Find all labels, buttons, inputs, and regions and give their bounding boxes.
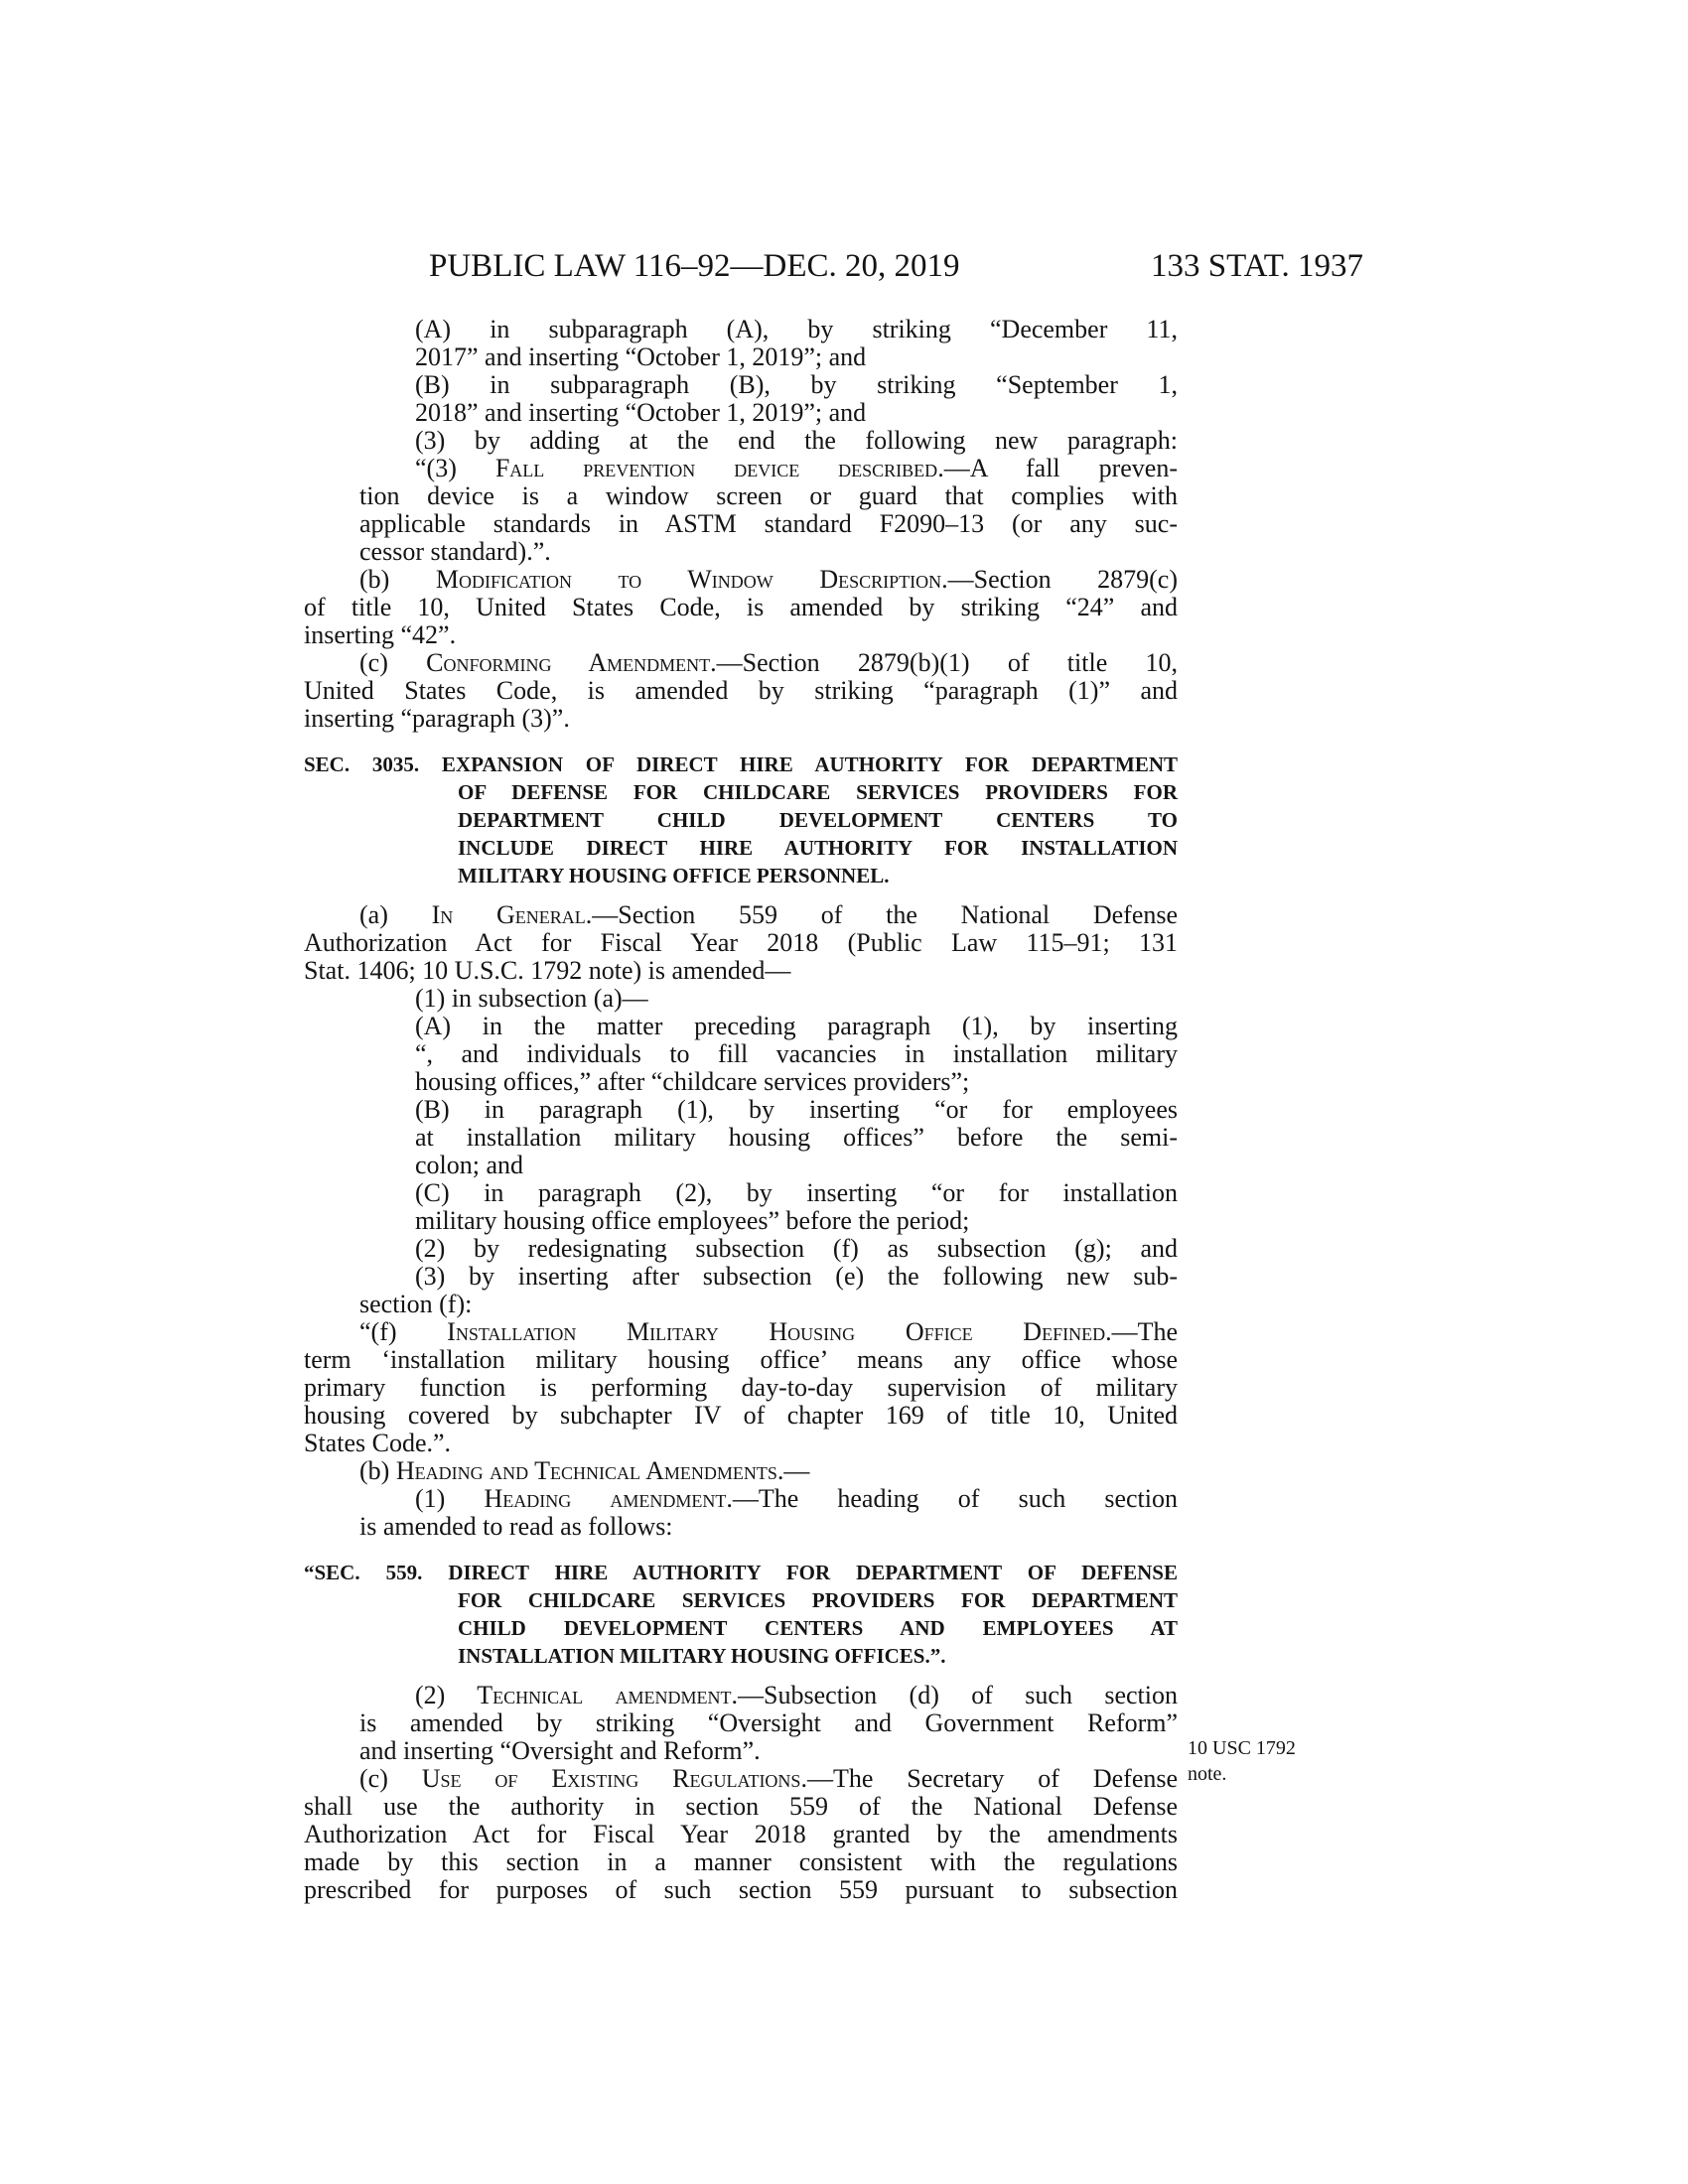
section-heading-3035: SEC. 3035. EXPANSION OF DIRECT HIRE AUTHORITY FOR DEPARTMENT OF DEFENSE FOR CHILDCARE SERVICES PROVIDERS FOR DEPARTMENT CHILD DEVELOPMENT CENTERS TO INCLUDE DIRECT HIRE AUTHORITY FOR INSTALLATION MILITARY HOUSING OFFICE PERSONNEL. xyxy=(304,752,1178,887)
text-line: (A) in subparagraph (A), by striking “December 11, xyxy=(415,315,1178,343)
text-line: Stat. 1406; 10 U.S.C. 1792 note) is amended— xyxy=(304,956,791,985)
text-line: “, and individuals to fill vacancies in installation military xyxy=(415,1039,1178,1068)
text-line: States Code.”. xyxy=(304,1429,452,1457)
text-line: (b) Heading and Technical Amendments.— xyxy=(359,1456,810,1485)
text-line: of title 10, United States Code, is amended by striking “24” and xyxy=(304,593,1178,621)
text-line: Authorization Act for Fiscal Year 2018 granted by the amendments xyxy=(304,1820,1178,1848)
text-line: prescribed for purposes of such section 559 pursuant to subsection xyxy=(304,1875,1178,1904)
text-line: is amended to read as follows: xyxy=(359,1512,673,1541)
text-line: (b) Modification to Window Description.—Section 2879(c) xyxy=(359,565,1179,594)
text-line: inserting “42”. xyxy=(304,620,457,649)
text-line: “(3) Fall prevention device described.—A fall preven- xyxy=(415,454,1179,482)
text-line: and inserting “Oversight and Reform”. xyxy=(359,1736,761,1765)
text-line: cessor standard).”. xyxy=(359,537,551,566)
text-line: “(f) Installation Military Housing Office Defined.—The xyxy=(359,1317,1178,1346)
text-line: made by this section in a manner consistent with the regulations xyxy=(304,1847,1178,1876)
text-line: (A) in the matter preceding paragraph (1), by inserting xyxy=(415,1012,1178,1040)
text-line: (1) Heading amendment.—The heading of such section xyxy=(415,1484,1179,1513)
text-line: colon; and xyxy=(415,1151,524,1179)
text-line: shall use the authority in section 559 of the National Defense xyxy=(304,1792,1178,1821)
section-heading-559: “SEC. 559. DIRECT HIRE AUTHORITY FOR DEPARTMENT OF DEFENSE FOR CHILDCARE SERVICES PROVIDERS FOR DEPARTMENT CHILD DEVELOPMENT CENTERS AND EMPLOYEES AT INSTALLATION MILITARY HOUSING OFFICES.”. xyxy=(304,1561,1178,1668)
text-line: primary function is performing day-to-day supervision of military xyxy=(304,1373,1178,1402)
text-line: (3) by inserting after subsection (e) the following new sub- xyxy=(415,1262,1178,1291)
text-line: military housing office employees” before the period; xyxy=(415,1206,970,1235)
text-line: (a) In General.—Section 559 of the National Defense xyxy=(359,900,1179,929)
text-line: (B) in paragraph (1), by inserting “or for employees xyxy=(415,1095,1178,1124)
text-line: housing covered by subchapter IV of chapter 169 of title 10, United xyxy=(304,1401,1178,1430)
text-line: United States Code, is amended by striking “paragraph (1)” and xyxy=(304,676,1178,705)
text-line: tion device is a window screen or guard that complies with xyxy=(359,481,1178,510)
text-line: (2) by redesignating subsection (f) as subsection (g); and xyxy=(415,1234,1178,1263)
text-line: inserting “paragraph (3)”. xyxy=(304,704,570,733)
document-body xyxy=(304,316,1178,1904)
text-line: term ‘installation military housing office’ means any office whose xyxy=(304,1345,1178,1374)
text-line: (1) in subsection (a)— xyxy=(415,984,648,1013)
text-line: (c) Conforming Amendment.—Section 2879(b)(1) of title 10, xyxy=(359,648,1179,677)
text-line: at installation military housing offices” before the semi- xyxy=(415,1123,1178,1152)
text-line: Authorization Act for Fiscal Year 2018 (Public Law 115–91; 131 xyxy=(304,928,1178,957)
text-line: (C) in paragraph (2), by inserting “or for installation xyxy=(415,1178,1178,1207)
running-header-title: PUBLIC LAW 116–92—DEC. 20, 2019 xyxy=(429,248,960,284)
text-line: (B) in subparagraph (B), by striking “September 1, xyxy=(415,370,1178,399)
text-line: section (f): xyxy=(359,1290,473,1318)
text-line: (3) by adding at the end the following new paragraph: xyxy=(415,426,1178,455)
running-header-page-number: 133 STAT. 1937 xyxy=(1151,248,1364,284)
text-line: (2) Technical amendment.—Subsection (d) of such section xyxy=(415,1681,1179,1709)
text-line: 2018” and inserting “October 1, 2019”; and xyxy=(415,398,867,427)
text-line: (c) Use of Existing Regulations.—The Secretary of Defense xyxy=(359,1764,1179,1793)
text-line: applicable standards in ASTM standard F2090–13 (or any suc- xyxy=(359,509,1178,538)
margin-note: 10 USC 1792 note. xyxy=(1188,1737,1296,1785)
text-line: is amended by striking “Oversight and Government Reform” xyxy=(359,1708,1178,1737)
text-line: housing offices,” after “childcare services providers”; xyxy=(415,1067,970,1096)
text-line: 2017” and inserting “October 1, 2019”; and xyxy=(415,342,867,371)
